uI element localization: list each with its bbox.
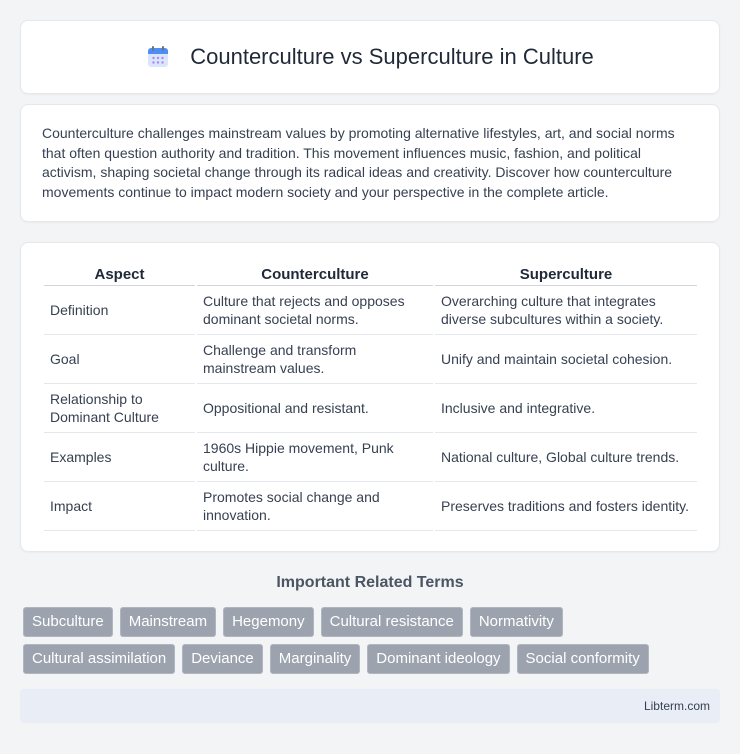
term-tag-normativity[interactable]: Normativity: [470, 607, 563, 637]
row-aspect: Definition: [44, 286, 195, 335]
table-header-row: [44, 261, 697, 286]
term-tag-marginality[interactable]: Marginality: [270, 644, 361, 674]
footer: [20, 689, 720, 723]
row-aspect: Relationship to Dominant Culture: [44, 384, 195, 433]
row-aspect: Impact: [44, 482, 195, 531]
page-title: Counterculture vs Superculture in Culture: [190, 44, 594, 69]
intro-card: [20, 104, 720, 222]
column-header-counterculture: Counterculture: [197, 261, 433, 286]
row-counterculture: Promotes social change and innovation.: [197, 482, 433, 531]
row-superculture: National culture, Global culture trends.: [435, 433, 697, 482]
row-counterculture: Challenge and transform mainstream values.: [197, 335, 433, 384]
term-tag-cultural-resistance[interactable]: Cultural resistance: [321, 607, 463, 637]
term-tag-social-conformity[interactable]: Social conformity: [517, 644, 649, 674]
term-tag-dominant-ideology[interactable]: Dominant ideology: [367, 644, 509, 674]
row-aspect: Goal: [44, 335, 195, 384]
footer-site-link[interactable]: Libterm.com: [643, 699, 710, 713]
row-counterculture: 1960s Hippie movement, Punk culture.: [197, 433, 433, 482]
term-tag-hegemony[interactable]: Hegemony: [223, 607, 314, 637]
calendar-icon: [146, 45, 170, 69]
column-header-aspect: Aspect: [44, 261, 195, 286]
row-counterculture: Culture that rejects and opposes dominant societal norms.: [197, 286, 433, 335]
row-superculture: Overarching culture that integrates diverse subcultures within a society.: [435, 286, 697, 335]
title-card: [20, 20, 720, 94]
row-aspect: Examples: [44, 433, 195, 482]
term-tag-subculture[interactable]: Subculture: [23, 607, 113, 637]
row-counterculture: Oppositional and resistant.: [197, 384, 433, 433]
table-row: [44, 433, 697, 482]
table-row: [44, 384, 697, 433]
comparison-card: [20, 242, 720, 552]
table-row: [44, 335, 697, 384]
intro-text: Counterculture challenges mainstream values by promoting alternative lifestyles, art, and social norms that often question authority and tradition. This movement influences music, fashion, and political activism, shaping societal change through its radical ideas and creativity. Discover how counterculture movements continue to impact modern society and your perspective in the complete article.: [42, 125, 675, 200]
row-superculture: Unify and maintain societal cohesion.: [435, 335, 697, 384]
related-terms-list: [20, 607, 720, 674]
term-tag-cultural-assimilation[interactable]: Cultural assimilation: [23, 644, 175, 674]
row-superculture: Inclusive and integrative.: [435, 384, 697, 433]
comparison-table: [42, 261, 699, 531]
related-terms-title: Important Related Terms: [276, 574, 464, 591]
column-header-superculture: Superculture: [435, 261, 697, 286]
table-row: [44, 286, 697, 335]
term-tag-mainstream[interactable]: Mainstream: [120, 607, 216, 637]
row-superculture: Preserves traditions and fosters identity.: [435, 482, 697, 531]
term-tag-deviance[interactable]: Deviance: [182, 644, 263, 674]
table-row: [44, 482, 697, 531]
